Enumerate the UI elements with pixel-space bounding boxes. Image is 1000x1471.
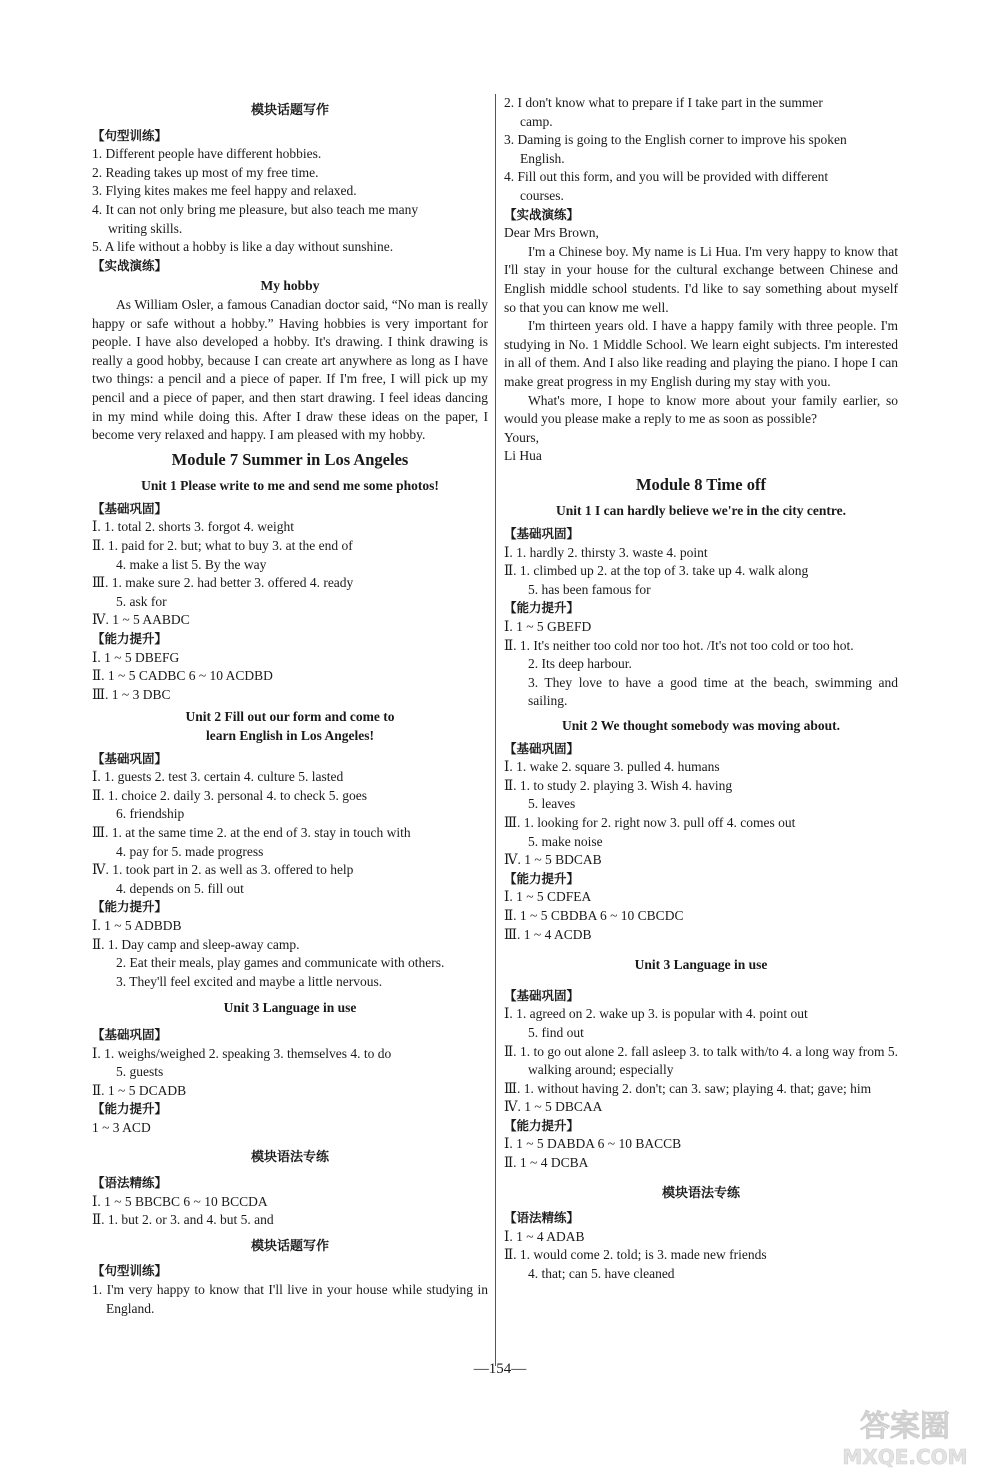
section-tag: 【能力提升】 xyxy=(92,1101,168,1117)
module-title: Module 8 Time off xyxy=(635,474,766,494)
answer-line: Ⅰ. 1 ~ 5 DBEFG xyxy=(92,649,180,665)
answer-line: Ⅲ. 1. make sure 2. had better 3. offered 4. ready xyxy=(92,575,354,591)
unit-title: Unit 3 Language in use xyxy=(634,957,768,973)
watermark-logo-text: 答案圈 xyxy=(860,1409,950,1444)
page-number: —154— xyxy=(473,1361,527,1377)
answer-line: English. xyxy=(520,150,565,166)
section-tag: 【基础巩固】 xyxy=(504,740,580,756)
answer-line: Ⅱ. 1. to go out alone 2. fall asleep 3. to talk with/to 4. a long way from 5. walking around; especially xyxy=(504,1043,898,1078)
answer-line: Ⅱ. 1. would come 2. told; is 3. made new friends xyxy=(504,1247,767,1263)
watermark-url: MXQE.COM xyxy=(842,1445,968,1469)
letter-paragraph: I'm thirteen years old. I have a happy family with three people. I'm studying in No. 1 Middle School. We learn eight subjects. I'm interested in all of them. And I also like reading and playing the piano. I hope I can make great progress in my English during my stay with you. xyxy=(504,318,898,389)
section-title: 模块话题写作 xyxy=(250,103,329,118)
answer-line: Ⅱ. 1. climbed up 2. at the top of 3. take up 4. walk along xyxy=(504,563,809,579)
answer-line: Ⅰ. 1. total 2. shorts 3. forgot 4. weight xyxy=(92,519,294,535)
section-tag: 【能力提升】 xyxy=(504,600,580,616)
answer-line: 5. A life without a hobby is like a day without sunshine. xyxy=(92,239,394,255)
answer-line: Ⅲ. 1 ~ 3 DBC xyxy=(92,686,171,702)
answer-line: 5. leaves xyxy=(528,796,576,812)
unit-title: Unit 1 Please write to me and send me some photos! xyxy=(141,478,439,494)
answer-line: Ⅱ. 1. paid for 2. but; what to buy 3. at the end of xyxy=(92,538,353,554)
answer-line: Ⅱ. 1 ~ 5 DCADB xyxy=(92,1082,187,1098)
column-divider xyxy=(495,94,496,1366)
section-tag: 【能力提升】 xyxy=(504,1117,580,1133)
answer-line: 1. Different people have different hobbies. xyxy=(92,146,322,162)
answer-line: Ⅲ. 1. looking for 2. right now 3. pull off 4. comes out xyxy=(504,814,796,830)
unit-title: Unit 2 We thought somebody was moving about. xyxy=(561,718,841,733)
section-tag: 【基础巩固】 xyxy=(92,1026,168,1042)
answer-line: Ⅰ. 1 ~ 5 BBCBC 6 ~ 10 BCCDA xyxy=(92,1193,268,1209)
site-watermark-logo xyxy=(820,1400,990,1470)
answer-line: Ⅱ. 1. to study 2. playing 3. Wish 4. having xyxy=(504,777,733,793)
right-column xyxy=(504,94,898,1284)
answer-line: Ⅳ. 1 ~ 5 AABDC xyxy=(92,612,190,628)
unit-title: learn English in Los Angeles! xyxy=(205,728,375,743)
letter-greeting: Dear Mrs Brown, xyxy=(504,225,599,241)
answer-line: Ⅰ. 1. wake 2. square 3. pulled 4. humans xyxy=(504,759,720,775)
answer-line: Ⅳ. 1 ~ 5 BDCAB xyxy=(504,852,602,868)
answer-line: 3. Flying kites makes me feel happy and relaxed. xyxy=(92,183,357,199)
section-tag: 【语法精练】 xyxy=(504,1210,580,1226)
section-tag: 【句型训练】 xyxy=(92,1263,168,1279)
answer-line: 2. Its deep harbour. xyxy=(528,656,632,672)
section-title: 模块话题写作 xyxy=(250,1238,329,1254)
answer-line: Ⅱ. 1. but 2. or 3. and 4. but 5. and xyxy=(92,1212,274,1228)
answer-line: Ⅱ. 1 ~ 5 CADBC 6 ~ 10 ACDBD xyxy=(92,668,273,684)
answer-line: 5. guests xyxy=(116,1064,164,1080)
section-tag: 【能力提升】 xyxy=(504,870,580,886)
answer-line: 4. It can not only bring me pleasure, but also teach me many xyxy=(92,201,419,217)
answer-line: 3. Daming is going to the English corner to improve his spoken xyxy=(504,132,847,148)
section-tag: 【能力提升】 xyxy=(92,631,168,647)
answer-line: writing skills. xyxy=(108,220,183,236)
essay-title: My hobby xyxy=(260,278,320,294)
answer-line: Ⅲ. 1. without having 2. don't; can 3. saw; playing 4. that; gave; him xyxy=(504,1080,872,1096)
unit-title: Unit 2 Fill out our form and come to xyxy=(185,709,395,725)
section-tag: 【句型训练】 xyxy=(92,127,168,143)
letter-signature: Li Hua xyxy=(504,448,542,464)
module-title: Module 7 Summer in Los Angeles xyxy=(171,449,409,469)
answer-line: Ⅳ. 1. took part in 2. as well as 3. offered to help xyxy=(92,862,354,878)
answer-line: Ⅱ. 1 ~ 5 CBDBA 6 ~ 10 CBCDC xyxy=(504,907,684,923)
answer-line: courses. xyxy=(520,187,564,203)
answer-line: 4. Fill out this form, and you will be provided with different xyxy=(504,169,829,185)
answer-line: 5. find out xyxy=(528,1024,584,1040)
answer-line: 1. I'm very happy to know that I'll live in your house while studying in England. xyxy=(92,1282,488,1316)
answer-line: Ⅲ. 1. at the same time 2. at the end of 3. stay in touch with xyxy=(92,824,411,840)
answer-line: Ⅱ. 1. Day camp and sleep-away camp. xyxy=(92,936,300,952)
answer-line: 5. make noise xyxy=(528,833,603,849)
section-tag: 【基础巩固】 xyxy=(92,750,168,766)
section-tag: 【基础巩固】 xyxy=(504,526,580,542)
answer-line: camp. xyxy=(520,113,553,129)
answer-line: Ⅰ. 1. guests 2. test 3. certain 4. culture 5. lasted xyxy=(92,769,344,785)
section-tag: 【基础巩固】 xyxy=(504,987,580,1003)
section-tag: 【实战演练】 xyxy=(92,257,168,273)
answer-line: 2. Eat their meals, play games and communicate with others. xyxy=(116,955,445,971)
answer-line: 6. friendship xyxy=(116,806,185,822)
unit-title: Unit 1 I can hardly believe we're in the city centre. xyxy=(555,503,847,519)
letter-closing: Yours, xyxy=(504,429,540,445)
answer-line: 4. pay for 5. made progress xyxy=(116,843,264,859)
answer-line: 4. depends on 5. fill out xyxy=(116,880,244,896)
answer-line: 4. that; can 5. have cleaned xyxy=(528,1266,675,1282)
unit-title: Unit 3 Language in use xyxy=(223,1000,357,1016)
answer-line: Ⅰ. 1 ~ 5 CDFEA xyxy=(504,889,592,905)
answer-line: Ⅳ. 1 ~ 5 DBCAA xyxy=(504,1099,603,1115)
section-tag: 【基础巩固】 xyxy=(92,500,168,516)
answer-line: Ⅰ. 1 ~ 5 DABDA 6 ~ 10 BACCB xyxy=(504,1136,682,1152)
answer-line: Ⅰ. 1 ~ 5 ADBDB xyxy=(92,917,182,933)
answer-line: Ⅰ. 1. agreed on 2. wake up 3. is popular with 4. point out xyxy=(504,1006,808,1022)
answer-line: Ⅱ. 1 ~ 4 DCBA xyxy=(504,1155,589,1171)
left-column xyxy=(92,94,488,1318)
essay-paragraph: As William Osler, a famous Canadian doctor said, “No man is really happy or safe without a hobby.” Having hobbies is very important for people. I have also developed a hobby. It's drawing. I think drawing is really a good hobby, because I can create art anywhere as long as I have two things: a pencil and a piece of paper. If I'm free, I will pick up my pencil and a piece of paper, and then start drawing. I feel ideas dancing in my mind while doing this. After I draw these ideas on the paper, I become very relaxed and happy. I am pleased with my hobby. xyxy=(92,296,488,443)
answer-line: 5. ask for xyxy=(116,593,167,609)
answer-line: Ⅲ. 1 ~ 4 ACDB xyxy=(504,926,592,942)
section-tag: 【能力提升】 xyxy=(92,899,168,915)
answer-line: 1 ~ 3 ACD xyxy=(92,1119,151,1135)
section-tag: 【语法精练】 xyxy=(92,1175,168,1191)
answer-line: 5. has been famous for xyxy=(528,581,651,597)
answer-line: 4. make a list 5. By the way xyxy=(116,556,267,572)
answer-line: Ⅱ. 1. It's neither too cold nor too hot. /It's not too cold or too hot. xyxy=(504,637,854,653)
answer-line: 2. Reading takes up most of my free time. xyxy=(92,164,319,180)
answer-line: Ⅰ. 1. hardly 2. thirsty 3. waste 4. point xyxy=(504,544,708,560)
section-tag: 【实战演练】 xyxy=(504,206,580,222)
letter-paragraph: What's more, I hope to know more about your family earlier, so would you please make a reply to me as soon as possible? xyxy=(504,392,898,427)
letter-paragraph: I'm a Chinese boy. My name is Li Hua. I'm very happy to know that I'll stay in your house for the cultural exchange between Chinese and English middle school students. I'd like to say something about myself so that you can know me well. xyxy=(504,243,898,315)
answer-line: Ⅰ. 1 ~ 5 GBEFD xyxy=(504,619,592,635)
answer-line: 3. They love to have a good time at the beach, swimming and sailing. xyxy=(528,674,898,709)
answer-line: Ⅱ. 1. choice 2. daily 3. personal 4. to check 5. goes xyxy=(92,787,367,803)
answer-line: Ⅰ. 1. weighs/weighed 2. speaking 3. themselves 4. to do xyxy=(92,1045,392,1061)
answer-line: 2. I don't know what to prepare if I take part in the summer xyxy=(504,95,823,110)
answer-line: 3. They'll feel excited and maybe a little nervous. xyxy=(116,973,383,989)
section-title: 模块语法专练 xyxy=(661,1185,740,1201)
section-title: 模块语法专练 xyxy=(250,1150,329,1166)
answer-line: Ⅰ. 1 ~ 4 ADAB xyxy=(504,1228,585,1244)
